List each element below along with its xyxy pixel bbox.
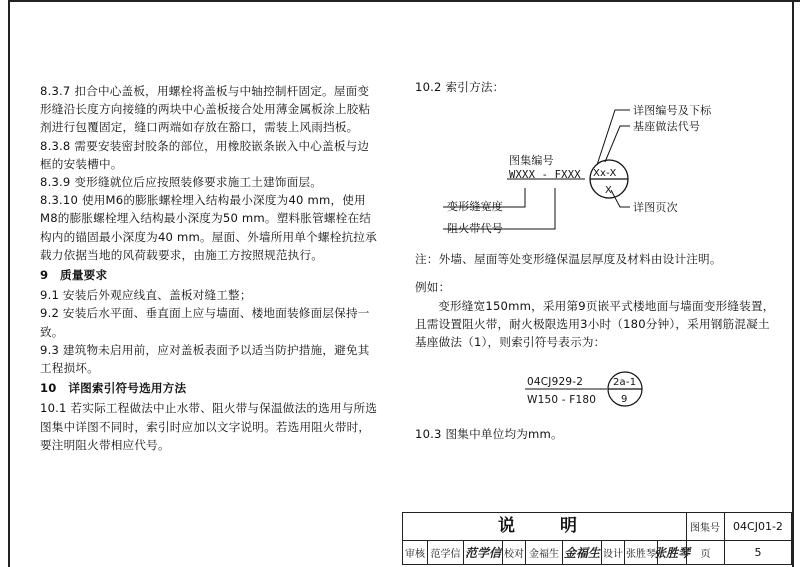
section-heading: 9 质量要求 xyxy=(40,268,108,283)
drawing-title: 说 明 xyxy=(403,513,687,540)
label-joint-width: 变形缝宽度 xyxy=(447,200,503,214)
right-text-column xyxy=(415,78,775,443)
page-number: 5 xyxy=(754,545,762,559)
paragraph: 9.2 安装后水平面、垂直面上应与墙面、楼地面装修面层保持一致。 xyxy=(40,306,370,339)
title-block-top-row xyxy=(403,513,791,541)
example-text: 变形缝宽150mm，采用第9页嵌平式楼地面与墙面变形缝装置，且需设置阻火带，耐火极限选用3小时（180分钟），采用钢筋混凝土基座做法（1），则索引符号表示为： xyxy=(415,298,775,350)
checker-signature: 金福生 xyxy=(563,540,602,564)
section-10-2-title: 10.2 索引方法： xyxy=(415,80,505,94)
review-label: 审核 xyxy=(403,540,428,564)
reviewer-name: 范学信 xyxy=(428,540,464,564)
designer-signature: 张胜琴 xyxy=(658,540,687,564)
atlas-label: 图集号 xyxy=(686,513,725,540)
paragraph: 10.1 若实际工程做法中止水带、阻火带与保温做法的选用与所选图集中详图不同时，索引时应加以文字说明。若选用阻火带时，要注明阻火带相应代号。 xyxy=(40,401,378,452)
checker-name: 金福生 xyxy=(526,540,563,564)
label-atlas-number: 图集编号 xyxy=(509,154,554,168)
example-title: 例如： xyxy=(415,280,451,295)
designer-name: 张胜琴 xyxy=(625,540,658,564)
check-label: 校对 xyxy=(503,540,526,564)
paragraph: 8.3.8 需要安装密封胶条的部位，用橡胶嵌条嵌入中心盖板与边框的安装槽中。 xyxy=(40,138,370,171)
circle-top-text: Xx-X xyxy=(593,168,617,180)
circle-bottom-text: X xyxy=(605,185,613,197)
frame-border-right xyxy=(792,0,794,567)
example-symbol-lines xyxy=(415,351,775,425)
paragraph: 8.3.7 扣合中心盖板，用螺栓将盖板与中轴控制杆固定。屋面变形缝沿长度方向接缝的两块中心盖板接合处用薄金属板涂上胶粘剂进行包覆固定，缝口两端如存放在豁口，需装上风雨挡板。 xyxy=(40,84,371,135)
label-base-code: 基座做法代号 xyxy=(633,120,701,134)
example-code: W150 - F180 xyxy=(527,394,597,407)
paragraph: 8.3.10 使用M6的膨胀螺栓埋入结构最小深度为40 mm，使用M8的膨胀螺栓埋入结构最小深度为50 mm。塑料胀管螺栓在结构内的锚固最小深度为40 mm。屋面、外墙所用单个螺栓抗拉承载力依据当地的风荷载要求，由施工方按照规范执行。 xyxy=(40,193,377,262)
paragraph: 8.3.9 变形缝就位后应按照装修要求施工土建饰面层。 xyxy=(40,175,323,190)
paragraph: 9.3 建筑物未启用前，应对盖板表面予以适当防护措施，避免其工程损坏。 xyxy=(40,342,370,376)
reviewer-signature: 范学信 xyxy=(464,540,503,564)
section-10-3: 10.3 图集中单位均为mm。 xyxy=(415,427,563,442)
example-atlas-number: 04CJ929-2 xyxy=(527,376,584,389)
title-block xyxy=(402,512,792,565)
atlas-number: 04CJ01-2 xyxy=(733,520,783,533)
design-label: 设计 xyxy=(602,540,625,564)
label-detail-number: 详图编号及下标 xyxy=(633,104,712,118)
section-heading: 10 详图索引符号选用方法 xyxy=(40,381,187,396)
frame-border-left xyxy=(8,0,10,567)
page-label: 页 xyxy=(687,540,725,564)
title-block-bottom-row xyxy=(403,540,791,564)
paragraph: 9.1 安装后外观应线直、盖板对缝工整； xyxy=(40,288,252,303)
example-circle-top: 2a-1 xyxy=(613,377,637,389)
example-index-symbol xyxy=(415,351,775,425)
index-code: WXXX - FXXX xyxy=(509,169,581,182)
index-symbol-diagram xyxy=(415,100,775,250)
note-text: 注：外墙、屋面等处变形缝保温层厚度及材料由设计注明。 xyxy=(415,252,722,267)
label-fire-barrier: 阻火带代号 xyxy=(447,222,503,236)
left-text-column xyxy=(40,82,380,454)
example-circle-bottom: 9 xyxy=(621,394,628,406)
label-page-number: 详图页次 xyxy=(633,201,678,215)
frame-border-top xyxy=(8,0,800,2)
